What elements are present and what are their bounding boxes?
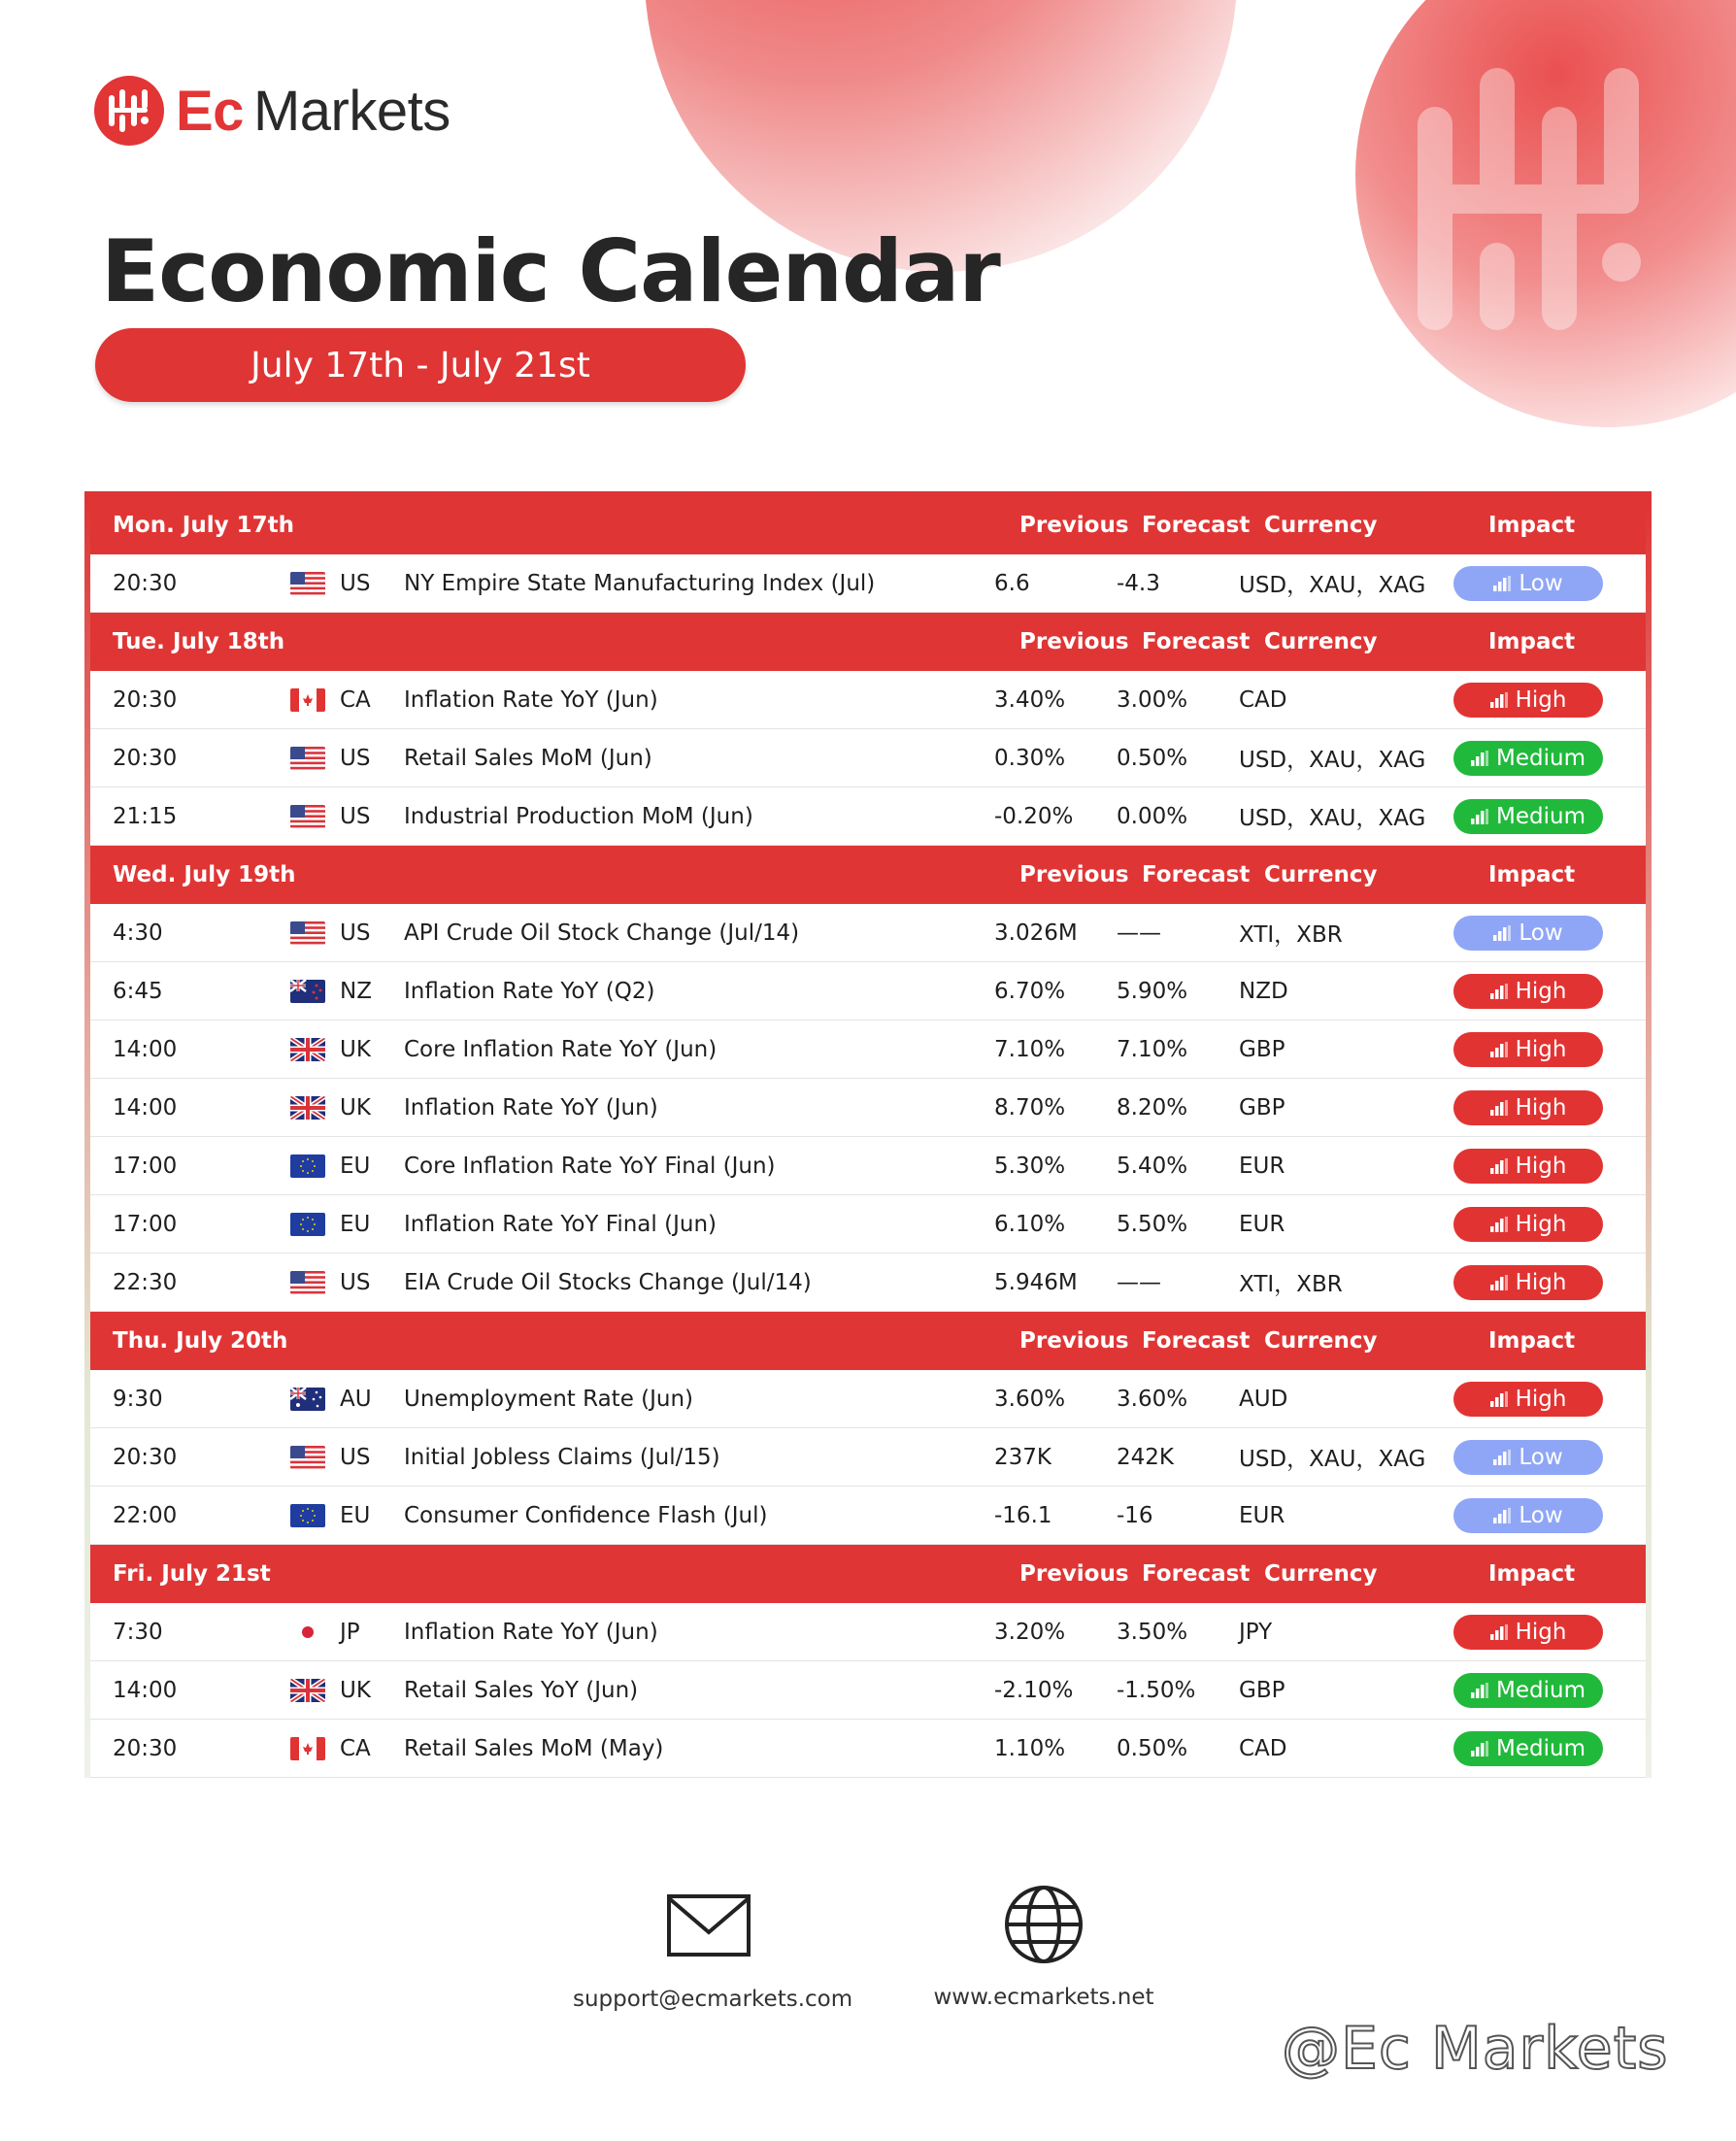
day-label: Fri. July 21st xyxy=(113,1561,271,1587)
event-impact xyxy=(1453,1207,1619,1242)
event-previous: 5.946M xyxy=(994,1269,1078,1295)
event-time: 6:45 xyxy=(113,978,163,1004)
column-header-impact: Impact xyxy=(1488,862,1576,887)
impact-label: High xyxy=(1515,1153,1567,1179)
event-previous: 5.30% xyxy=(994,1153,1066,1179)
impact-bars-icon xyxy=(1490,1217,1508,1232)
event-currency: JPY xyxy=(1239,1619,1273,1645)
column-header-impact: Impact xyxy=(1488,1561,1576,1587)
event-country: CA xyxy=(340,686,371,713)
event-forecast: 5.40% xyxy=(1117,1153,1188,1179)
event-forecast: —— xyxy=(1117,1269,1161,1295)
event-row xyxy=(90,1020,1646,1079)
event-impact xyxy=(1453,799,1619,834)
event-name: Consumer Confidence Flash (Jul) xyxy=(404,1502,768,1528)
column-header-forecast: Forecast xyxy=(1142,629,1251,654)
event-row xyxy=(90,1079,1646,1137)
event-forecast: -4.3 xyxy=(1117,570,1160,596)
event-time: 20:30 xyxy=(113,1444,178,1470)
event-impact xyxy=(1453,1032,1619,1067)
event-forecast: 3.60% xyxy=(1117,1386,1188,1412)
event-impact xyxy=(1453,1673,1619,1708)
event-previous: 3.40% xyxy=(994,686,1066,713)
flag-nz-icon xyxy=(290,980,333,1003)
day-header xyxy=(90,496,1646,554)
event-time: 22:30 xyxy=(113,1269,178,1295)
event-name: Inflation Rate YoY (Jun) xyxy=(404,1094,658,1121)
event-forecast: 0.00% xyxy=(1117,803,1188,829)
event-name: Core Inflation Rate YoY Final (Jun) xyxy=(404,1153,776,1179)
event-row xyxy=(90,1137,1646,1195)
event-time: 20:30 xyxy=(113,686,178,713)
event-time: 14:00 xyxy=(113,1677,178,1703)
event-name: Core Inflation Rate YoY (Jun) xyxy=(404,1036,718,1062)
impact-bars-icon xyxy=(1471,1741,1488,1756)
event-previous: 237K xyxy=(994,1444,1052,1470)
flag-eu-icon xyxy=(290,1213,333,1236)
flag-us-icon xyxy=(290,572,333,595)
impact-badge xyxy=(1453,1731,1603,1766)
event-time: 20:30 xyxy=(113,745,178,771)
event-previous: 3.60% xyxy=(994,1386,1066,1412)
flag-us-icon xyxy=(290,921,333,945)
event-time: 20:30 xyxy=(113,570,178,596)
event-previous: 6.6 xyxy=(994,570,1030,596)
column-header-forecast: Forecast xyxy=(1142,1561,1251,1587)
event-country: US xyxy=(340,745,371,771)
event-impact xyxy=(1453,1090,1619,1125)
event-currency: CAD xyxy=(1239,686,1287,713)
impact-badge xyxy=(1453,1207,1603,1242)
flag-au-icon xyxy=(290,1388,333,1411)
email-address[interactable]: support@ecmarkets.com xyxy=(573,1987,853,2012)
impact-badge xyxy=(1453,741,1603,776)
day-label: Mon. July 17th xyxy=(113,513,294,538)
event-forecast: 5.90% xyxy=(1117,978,1188,1004)
event-forecast: 3.00% xyxy=(1117,686,1188,713)
envelope-icon xyxy=(666,1893,751,1957)
watermark-text: @Ec Markets xyxy=(1282,2015,1669,2083)
impact-bars-icon xyxy=(1490,1275,1508,1290)
impact-label: Low xyxy=(1519,920,1563,946)
event-row xyxy=(90,904,1646,962)
event-row xyxy=(90,1254,1646,1312)
column-header-currency: Currency xyxy=(1264,629,1378,654)
flag-eu-icon xyxy=(290,1504,333,1527)
flag-uk-icon xyxy=(290,1038,333,1061)
impact-bars-icon xyxy=(1471,809,1488,824)
brand-mark-watermark-icon xyxy=(1398,68,1670,350)
event-row xyxy=(90,1720,1646,1778)
event-currency: AUD xyxy=(1239,1386,1288,1412)
event-time: 17:00 xyxy=(113,1211,178,1237)
impact-bars-icon xyxy=(1490,1100,1508,1116)
event-impact xyxy=(1453,1265,1619,1300)
column-header-impact: Impact xyxy=(1488,1328,1576,1354)
event-country: UK xyxy=(340,1677,371,1703)
flag-eu-icon xyxy=(290,1154,333,1178)
event-row xyxy=(90,1370,1646,1428)
impact-label: Medium xyxy=(1496,803,1586,829)
event-previous: 8.70% xyxy=(994,1094,1066,1121)
event-previous: 7.10% xyxy=(994,1036,1066,1062)
column-header-forecast: Forecast xyxy=(1142,1328,1251,1354)
flag-us-icon xyxy=(290,805,333,828)
impact-label: High xyxy=(1515,1386,1567,1412)
event-previous: -0.20% xyxy=(994,803,1074,829)
event-row xyxy=(90,1603,1646,1661)
column-header-currency: Currency xyxy=(1264,862,1378,887)
column-header-impact: Impact xyxy=(1488,513,1576,538)
column-header-previous: Previous xyxy=(1019,513,1129,538)
flag-uk-icon xyxy=(290,1679,333,1702)
impact-bars-icon xyxy=(1490,1042,1508,1057)
event-name: Industrial Production MoM (Jun) xyxy=(404,803,753,829)
event-name: Unemployment Rate (Jun) xyxy=(404,1386,694,1412)
event-forecast: 3.50% xyxy=(1117,1619,1188,1645)
event-country: JP xyxy=(340,1619,360,1645)
event-currency: NZD xyxy=(1239,978,1288,1004)
impact-bars-icon xyxy=(1493,1450,1511,1465)
event-forecast: 8.20% xyxy=(1117,1094,1188,1121)
event-country: NZ xyxy=(340,978,372,1004)
impact-label: High xyxy=(1515,1036,1567,1062)
impact-badge xyxy=(1453,683,1603,718)
day-label: Tue. July 18th xyxy=(113,629,285,654)
website-url[interactable]: www.ecmarkets.net xyxy=(933,1985,1154,2010)
event-country: US xyxy=(340,570,371,596)
impact-label: Low xyxy=(1519,570,1563,596)
event-impact xyxy=(1453,1498,1619,1533)
day-header xyxy=(90,1545,1646,1603)
event-time: 9:30 xyxy=(113,1386,163,1412)
event-row xyxy=(90,671,1646,729)
impact-bars-icon xyxy=(1493,925,1511,941)
logo-ec: Ec xyxy=(176,79,244,143)
event-previous: 3.026M xyxy=(994,920,1078,946)
event-currency: CAD xyxy=(1239,1735,1287,1761)
column-header-forecast: Forecast xyxy=(1142,862,1251,887)
impact-badge xyxy=(1453,1440,1603,1475)
event-country: US xyxy=(340,1269,371,1295)
impact-label: High xyxy=(1515,686,1567,713)
event-forecast: 0.50% xyxy=(1117,745,1188,771)
date-range-pill: July 17th - July 21st xyxy=(95,328,746,402)
event-name: Retail Sales MoM (Jun) xyxy=(404,745,652,771)
event-name: NY Empire State Manufacturing Index (Jul) xyxy=(404,570,876,596)
event-time: 14:00 xyxy=(113,1094,178,1121)
day-header xyxy=(90,1312,1646,1370)
event-name: Inflation Rate YoY (Jun) xyxy=(404,1619,658,1645)
column-header-currency: Currency xyxy=(1264,1561,1378,1587)
event-currency: USD，XAU，XAG xyxy=(1239,1447,1426,1472)
event-forecast: 242K xyxy=(1117,1444,1174,1470)
globe-icon xyxy=(1003,1884,1085,1965)
column-header-previous: Previous xyxy=(1019,1561,1129,1587)
column-header-impact: Impact xyxy=(1488,629,1576,654)
event-impact xyxy=(1453,741,1619,776)
event-currency: GBP xyxy=(1239,1094,1285,1121)
event-row xyxy=(90,729,1646,787)
impact-label: High xyxy=(1515,1094,1567,1121)
event-country: EU xyxy=(340,1211,371,1237)
event-impact xyxy=(1453,1615,1619,1650)
event-forecast: -1.50% xyxy=(1117,1677,1196,1703)
impact-badge xyxy=(1453,566,1603,601)
impact-badge xyxy=(1453,1149,1603,1184)
event-country: EU xyxy=(340,1153,371,1179)
event-name: API Crude Oil Stock Change (Jul/14) xyxy=(404,920,800,946)
event-time: 17:00 xyxy=(113,1153,178,1179)
event-previous: 6.10% xyxy=(994,1211,1066,1237)
impact-badge xyxy=(1453,1498,1603,1533)
event-currency: EUR xyxy=(1239,1502,1285,1528)
event-country: UK xyxy=(340,1094,371,1121)
website-contact[interactable] xyxy=(932,1893,1155,2010)
event-currency: USD，XAU，XAG xyxy=(1239,573,1426,598)
column-header-previous: Previous xyxy=(1019,1328,1129,1354)
impact-badge xyxy=(1453,974,1603,1009)
event-name: Initial Jobless Claims (Jul/15) xyxy=(404,1444,720,1470)
event-name: Inflation Rate YoY (Jun) xyxy=(404,686,658,713)
impact-bars-icon xyxy=(1490,1391,1508,1407)
impact-label: Low xyxy=(1519,1502,1563,1528)
event-time: 14:00 xyxy=(113,1036,178,1062)
event-name: Retail Sales YoY (Jun) xyxy=(404,1677,639,1703)
event-impact xyxy=(1453,916,1619,951)
impact-label: Medium xyxy=(1496,1735,1586,1761)
economic-calendar-table xyxy=(84,491,1652,1778)
logo-markets: Markets xyxy=(252,79,451,143)
event-previous: 0.30% xyxy=(994,745,1066,771)
event-name: Retail Sales MoM (May) xyxy=(404,1735,664,1761)
impact-label: High xyxy=(1515,1619,1567,1645)
event-previous: 6.70% xyxy=(994,978,1066,1004)
day-header xyxy=(90,846,1646,904)
impact-badge xyxy=(1453,1382,1603,1417)
event-impact xyxy=(1453,1149,1619,1184)
event-row xyxy=(90,1195,1646,1254)
impact-label: Low xyxy=(1519,1444,1563,1470)
page-title: Economic Calendar xyxy=(101,221,1000,321)
event-previous: -2.10% xyxy=(994,1677,1074,1703)
event-currency: EUR xyxy=(1239,1153,1285,1179)
impact-badge xyxy=(1453,799,1603,834)
impact-label: Medium xyxy=(1496,1677,1586,1703)
event-impact xyxy=(1453,1731,1619,1766)
impact-bars-icon xyxy=(1471,751,1488,766)
event-currency: GBP xyxy=(1239,1036,1285,1062)
day-label: Thu. July 20th xyxy=(113,1328,288,1354)
event-country: US xyxy=(340,1444,371,1470)
event-country: UK xyxy=(340,1036,371,1062)
impact-badge xyxy=(1453,916,1603,951)
event-country: AU xyxy=(340,1386,372,1412)
event-currency: GBP xyxy=(1239,1677,1285,1703)
event-country: US xyxy=(340,920,371,946)
event-row xyxy=(90,1487,1646,1545)
impact-bars-icon xyxy=(1493,576,1511,591)
flag-ca-icon xyxy=(290,1737,333,1760)
impact-badge xyxy=(1453,1090,1603,1125)
event-time: 21:15 xyxy=(113,803,178,829)
event-row xyxy=(90,1428,1646,1487)
event-forecast: 5.50% xyxy=(1117,1211,1188,1237)
event-time: 20:30 xyxy=(113,1735,178,1761)
column-header-previous: Previous xyxy=(1019,862,1129,887)
day-header xyxy=(90,613,1646,671)
flag-jp-icon xyxy=(290,1621,333,1644)
event-country: US xyxy=(340,803,371,829)
event-previous: -16.1 xyxy=(994,1502,1052,1528)
flag-us-icon xyxy=(290,1446,333,1469)
event-row xyxy=(90,1661,1646,1720)
flag-us-icon xyxy=(290,1271,333,1294)
event-country: EU xyxy=(340,1502,371,1528)
column-header-currency: Currency xyxy=(1264,1328,1378,1354)
event-previous: 3.20% xyxy=(994,1619,1066,1645)
event-currency: USD，XAU，XAG xyxy=(1239,748,1426,773)
event-time: 7:30 xyxy=(113,1619,163,1645)
ec-markets-logo-icon xyxy=(94,76,164,146)
impact-bars-icon xyxy=(1490,984,1508,999)
column-header-previous: Previous xyxy=(1019,629,1129,654)
impact-badge xyxy=(1453,1265,1603,1300)
logo-wordmark xyxy=(176,79,451,144)
column-header-currency: Currency xyxy=(1264,513,1378,538)
event-previous: 1.10% xyxy=(994,1735,1066,1761)
impact-badge xyxy=(1453,1032,1603,1067)
event-impact xyxy=(1453,1382,1619,1417)
impact-bars-icon xyxy=(1493,1508,1511,1523)
event-row xyxy=(90,554,1646,613)
weibo-watermark xyxy=(1282,2015,1668,2083)
impact-bars-icon xyxy=(1490,1624,1508,1640)
flag-uk-icon xyxy=(290,1096,333,1120)
event-forecast: —— xyxy=(1117,920,1161,946)
impact-bars-icon xyxy=(1490,1158,1508,1174)
event-forecast: 7.10% xyxy=(1117,1036,1188,1062)
impact-label: High xyxy=(1515,1269,1567,1295)
impact-bars-icon xyxy=(1490,692,1508,708)
event-impact xyxy=(1453,683,1619,718)
impact-badge xyxy=(1453,1673,1603,1708)
impact-bars-icon xyxy=(1471,1683,1488,1698)
event-name: EIA Crude Oil Stocks Change (Jul/14) xyxy=(404,1269,812,1295)
event-forecast: 0.50% xyxy=(1117,1735,1188,1761)
brand-logo xyxy=(94,76,451,146)
event-forecast: -16 xyxy=(1117,1502,1153,1528)
event-country: CA xyxy=(340,1735,371,1761)
event-impact xyxy=(1453,1440,1619,1475)
flag-ca-icon xyxy=(290,688,333,712)
event-currency: USD，XAU，XAG xyxy=(1239,806,1426,831)
event-impact xyxy=(1453,566,1619,601)
event-currency: XTI，XBR xyxy=(1239,922,1343,948)
event-currency: XTI，XBR xyxy=(1239,1272,1343,1297)
event-row xyxy=(90,962,1646,1020)
event-time: 4:30 xyxy=(113,920,163,946)
impact-badge xyxy=(1453,1615,1603,1650)
event-time: 22:00 xyxy=(113,1502,178,1528)
flag-us-icon xyxy=(290,747,333,770)
event-currency: EUR xyxy=(1239,1211,1285,1237)
column-header-forecast: Forecast xyxy=(1142,513,1251,538)
event-name: Inflation Rate YoY (Q2) xyxy=(404,978,655,1004)
impact-label: Medium xyxy=(1496,745,1586,771)
impact-label: High xyxy=(1515,978,1567,1004)
impact-label: High xyxy=(1515,1211,1567,1237)
event-impact xyxy=(1453,974,1619,1009)
day-label: Wed. July 19th xyxy=(113,862,296,887)
event-name: Inflation Rate YoY Final (Jun) xyxy=(404,1211,717,1237)
event-row xyxy=(90,787,1646,846)
email-contact[interactable] xyxy=(573,1893,853,2012)
